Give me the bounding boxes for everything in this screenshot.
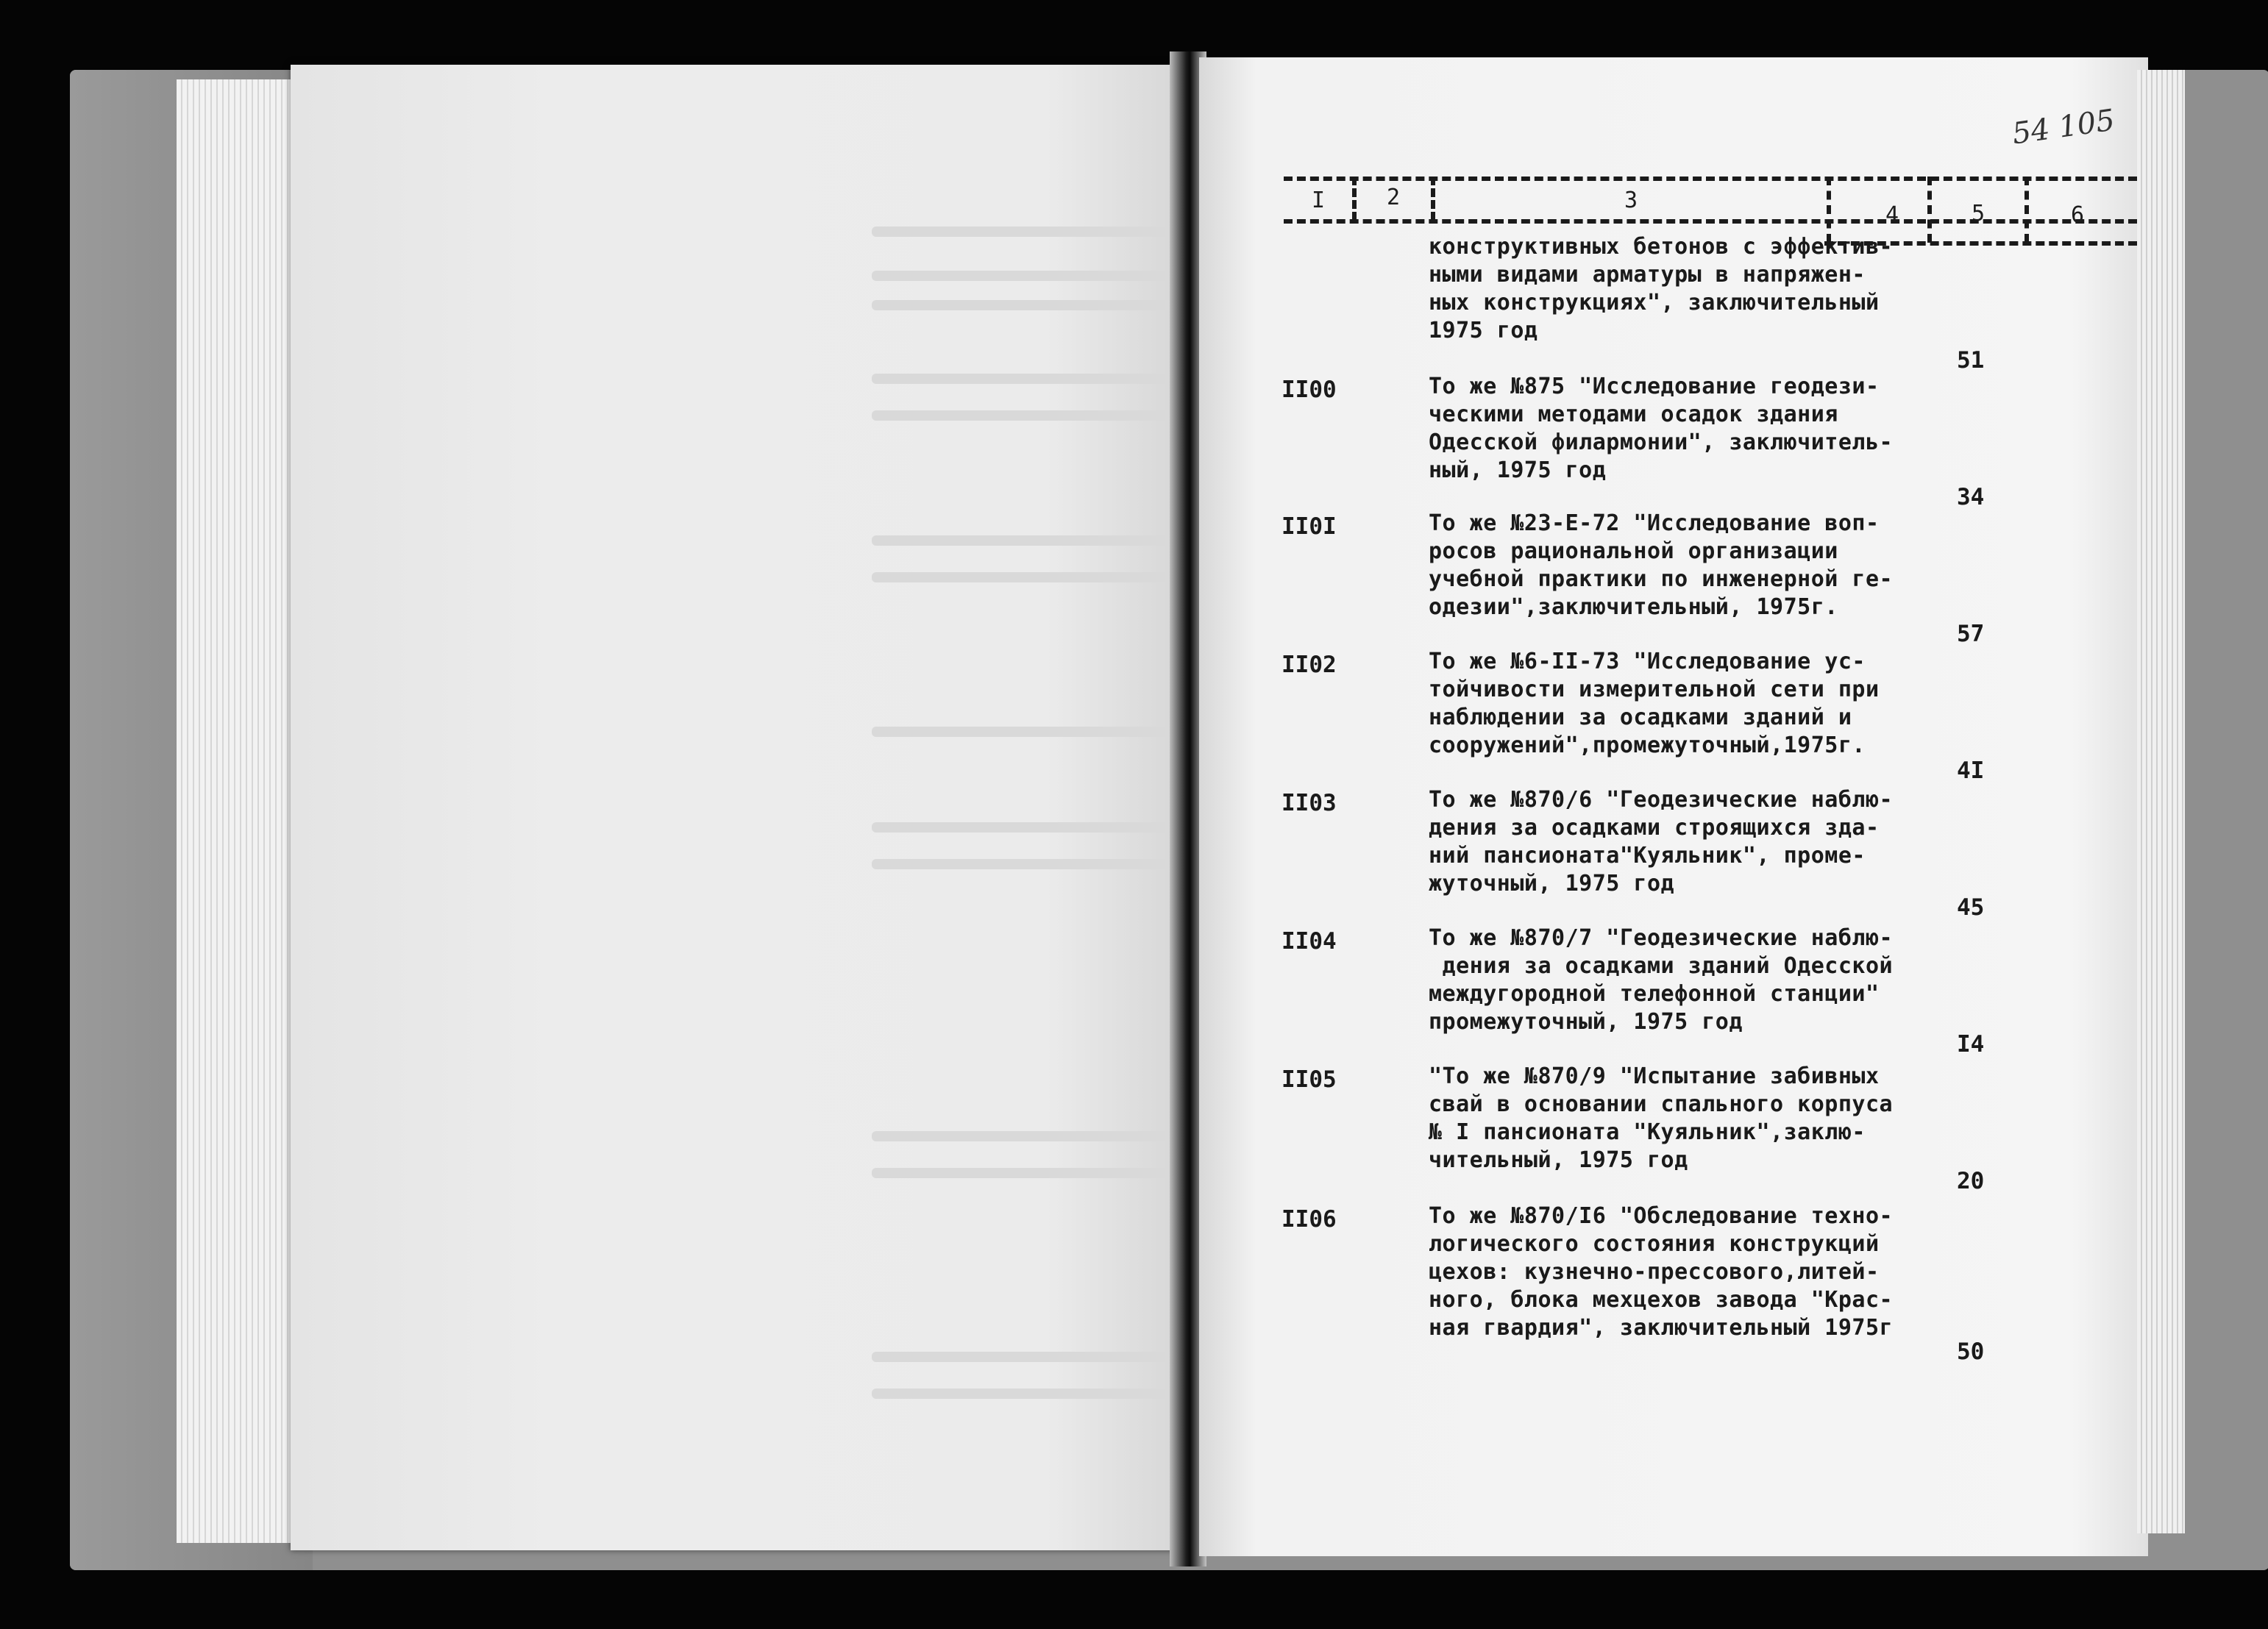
entry-text-line: свай в основании спального корпуса [1429, 1091, 1894, 1117]
entry-text-line: чительный, 1975 год [1429, 1147, 1688, 1173]
entry-text-line: ний пансионата"Куяльник", проме- [1429, 843, 1866, 869]
entry-text-line: дения за осадками строящихся зда- [1429, 815, 1880, 841]
entry-text-line: ного, блока мехцехов завода "Крас- [1429, 1287, 1894, 1313]
entry-text-line: ных конструкциях", заключительный [1429, 290, 1880, 316]
entry-number: II06 [1281, 1206, 1337, 1233]
entry-text-line: То же №6-II-73 "Исследование ус- [1429, 649, 1866, 674]
entry-text-line: тойчивости измерительной сети при [1429, 677, 1880, 702]
left-page-stack [177, 79, 302, 1543]
entry-text-line: промежуточный, 1975 год [1429, 1009, 1743, 1035]
column-divider [1431, 177, 1435, 221]
entry-pages: 50 [1957, 1339, 1985, 1365]
column-divider [1827, 177, 1831, 243]
entry-text-line: жуточный, 1975 год [1429, 871, 1675, 897]
entry-text-line: То же №870/6 "Геодезические наблю- [1429, 787, 1894, 813]
entry-text-line: сооружений",промежуточный,1975г. [1429, 732, 1866, 758]
entry-text-line: междугородной телефонной станции" [1429, 981, 1880, 1007]
entry-number: II05 [1281, 1066, 1337, 1093]
entry-text-line: ными видами арматуры в напряжен- [1429, 262, 1866, 288]
column-header-6: 6 [2071, 202, 2085, 228]
entry-pages: 4I [1957, 758, 1985, 784]
entry-text-line: Одесской филармонии", заключитель- [1429, 429, 1894, 455]
header-rule-bottom [1284, 219, 2137, 224]
entry-text-line: "То же №870/9 "Испытание забивных [1429, 1063, 1880, 1089]
entry-text-line: логического состояния конструкций [1429, 1231, 1880, 1257]
header-rule-top [1284, 177, 2137, 181]
entry-pages: 34 [1957, 484, 1985, 510]
entry-text-line: № I пансионата "Куяльник",заклю- [1429, 1119, 1866, 1145]
column-header-3: 3 [1624, 188, 1638, 213]
entry-text-line: То же №870/I6 "Обследование техно- [1429, 1203, 1894, 1229]
entry-text-line: То же №875 "Исследование геодези- [1429, 374, 1880, 399]
entry-text-line: дения за осадками зданий Одесской [1429, 953, 1894, 979]
entry-text-line: ная гвардия", заключительный 1975г [1429, 1315, 1894, 1341]
entry-text-line: ный, 1975 год [1429, 457, 1607, 483]
column-divider [1927, 177, 1932, 243]
entry-text-line: 1975 год [1429, 318, 1538, 343]
column-header-4: 4 [1885, 202, 1899, 228]
entry-text-line: То же №23-Е-72 "Исследование воп- [1429, 510, 1880, 536]
entry-number: II02 [1281, 652, 1337, 678]
entry-number: II04 [1281, 928, 1337, 955]
entry-text-line: одезии",заключительный, 1975г. [1429, 594, 1838, 620]
entry-text-line: наблюдении за осадками зданий и [1429, 705, 1852, 730]
column-header-5: 5 [1972, 201, 1986, 227]
entry-pages: 20 [1957, 1168, 1985, 1194]
entry-number: II00 [1281, 377, 1337, 403]
entry-text-line: ческими методами осадок здания [1429, 402, 1838, 427]
entry-pages: I4 [1957, 1031, 1985, 1058]
folio-number: 54 105 [2010, 103, 2117, 152]
entry-number: II03 [1281, 790, 1337, 816]
entry-pages: 57 [1957, 621, 1985, 647]
entry-text-line: цехов: кузнечно-прессового,литей- [1429, 1259, 1880, 1285]
left-page [291, 65, 1181, 1550]
column-header-1: I [1312, 188, 1326, 213]
column-divider [2025, 177, 2029, 243]
entry-number: II0I [1281, 513, 1337, 540]
entry-text-line: учебной практики по инженерной ге- [1429, 566, 1894, 592]
right-page-stack [2137, 70, 2185, 1533]
entry-pages: 51 [1957, 347, 1985, 374]
entry-text-line: конструктивных бетонов с эффектив- [1429, 234, 1894, 260]
entry-text-line: росов рациональной организации [1429, 538, 1838, 564]
column-header-2: 2 [1387, 185, 1401, 210]
column-divider [1352, 177, 1357, 221]
entry-pages: 45 [1957, 894, 1985, 921]
entry-text-line: То же №870/7 "Геодезические наблю- [1429, 925, 1894, 951]
